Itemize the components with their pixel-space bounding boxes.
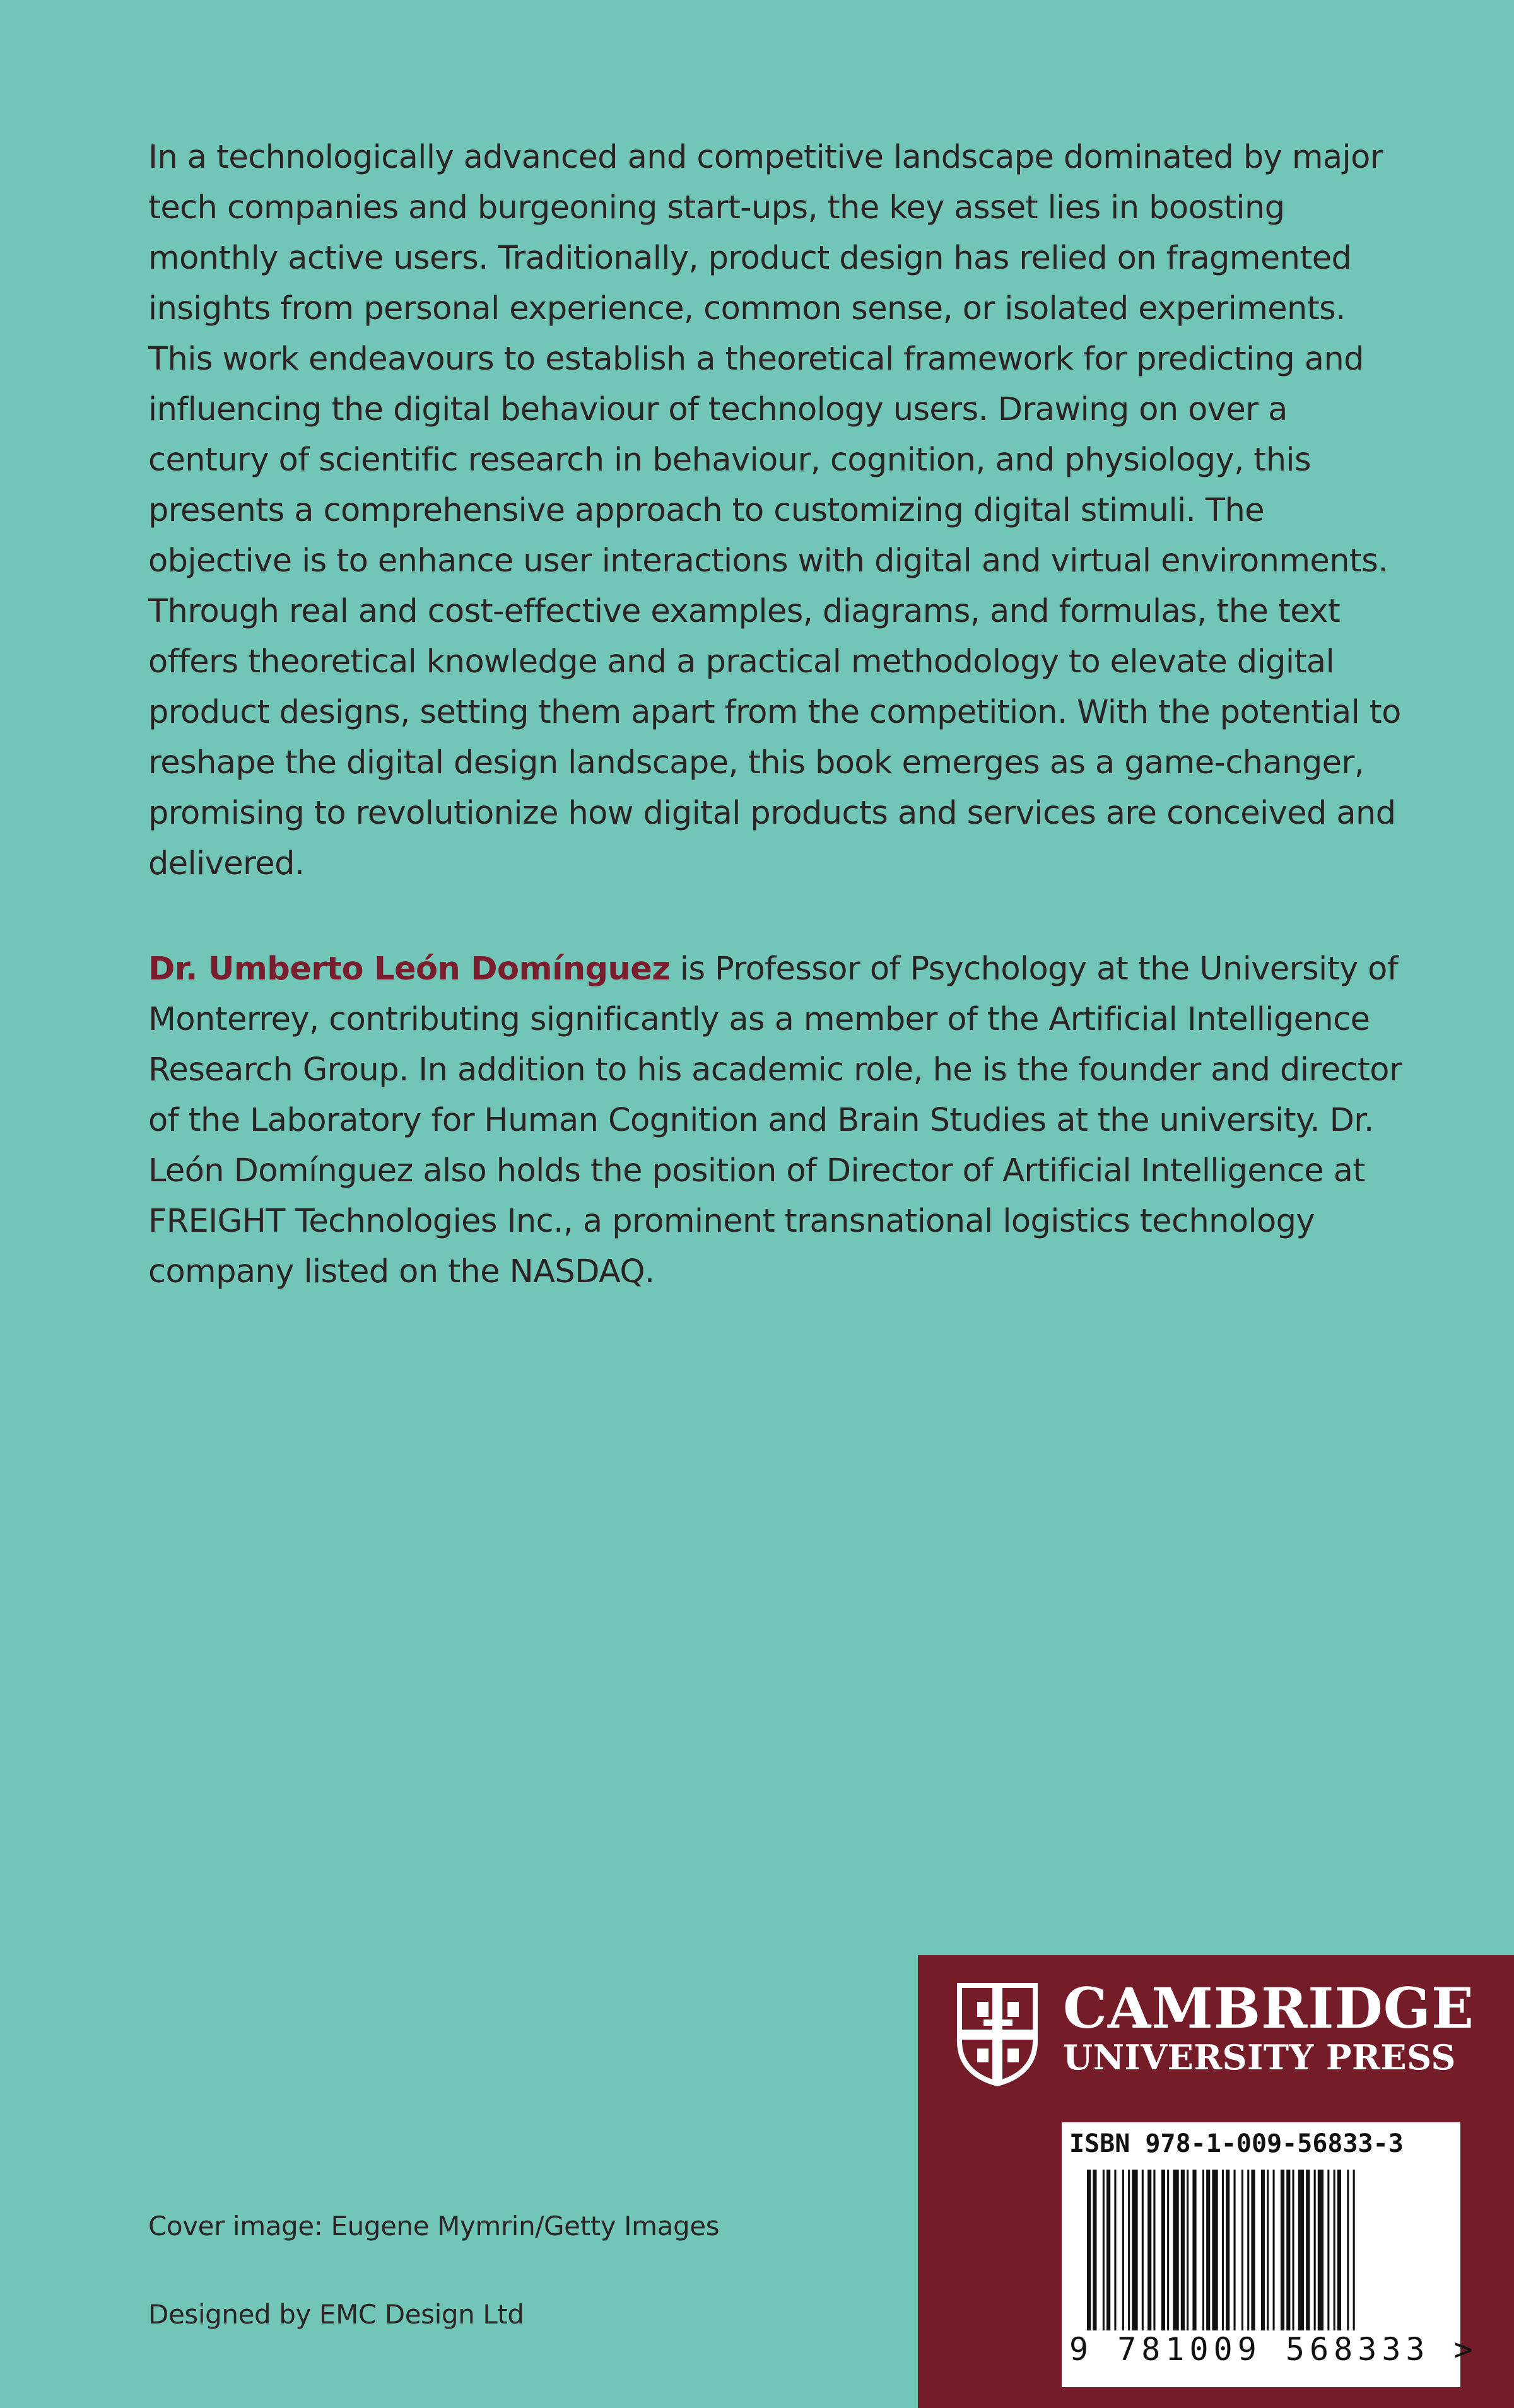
- barcode-bar: [1212, 2170, 1218, 2330]
- back-cover-blurb: In a technologically advanced and competitive landscape dominated by major tech companies and burgeoning start-ups, the key asset lies in boosting monthly active users. Traditionally, product design has relied on fragmented insights from personal experience, common sense, or isolated experiments. This work endeavours to establish a theoretical framework for predicting and influencing the digital behaviour of technology users. Drawing on over a century of scientific research in behaviour, cognition, and physiology, this presents a comprehensive approach to customizing digital stimuli. The objective is to enhance user interactions with digital and virtual environments. Through real and cost-effective examples, diagrams, and formulas, the text offers theoretical knowledge and a practical methodology to elevate digital product designs, setting them apart from the competition. With the potential to reshape the digital design landscape, this book emerges as a game-changer, promising to revolutionize how digital products and services are conceived and delivered.: [148, 139, 1401, 882]
- barcode-bar: [1181, 2170, 1185, 2330]
- barcode-bar: [1267, 2170, 1269, 2330]
- barcode-bar: [1087, 2170, 1091, 2330]
- barcode-bar: [1142, 2170, 1144, 2330]
- barcode-bar: [1251, 2170, 1255, 2330]
- barcode-bar: [1128, 2170, 1130, 2330]
- barcode-bar: [1241, 2170, 1243, 2330]
- barcode-bar: [1206, 2170, 1210, 2330]
- barcode-bar: [1247, 2170, 1249, 2330]
- isbn-barcode: [1062, 2122, 1478, 2387]
- barcode-bar: [1234, 2170, 1236, 2330]
- barcode-bar: [1122, 2170, 1124, 2330]
- barcode-bar: [1261, 2170, 1265, 2330]
- isbn-label: ISBN 978-1-009-56833-3: [1069, 2129, 1404, 2158]
- barcode-bar: [1318, 2170, 1323, 2330]
- barcode-bar: [1147, 2170, 1151, 2330]
- cover-image-credit: Cover image: Eugene Mymrin/Getty Images: [148, 2211, 720, 2241]
- barcode-bar: [1281, 2170, 1284, 2330]
- publisher-name: [1063, 1975, 1474, 2078]
- barcode-bar: [1273, 2170, 1275, 2330]
- barcode-bar: [1132, 2170, 1137, 2330]
- barcode-bars: [1087, 2170, 1440, 2330]
- barcode-bar: [1103, 2170, 1105, 2330]
- publisher-name-line2: UNIVERSITY PRESS: [1063, 2037, 1456, 2078]
- barcode-bar: [1202, 2170, 1204, 2330]
- barcode-bar: [1161, 2170, 1165, 2330]
- author-name: Dr. Umberto León Domínguez: [148, 950, 671, 988]
- barcode-bar: [1167, 2170, 1169, 2330]
- barcode-bar: [1353, 2170, 1355, 2330]
- publisher-name-line1: CAMBRIDGE: [1063, 1975, 1474, 2041]
- designer-credit: Designed by EMC Design Ltd: [148, 2299, 524, 2330]
- barcode-digits: 9 781009 568333 >: [1069, 2331, 1478, 2368]
- barcode-bar: [1314, 2170, 1316, 2330]
- barcode-bar: [1293, 2170, 1294, 2330]
- barcode-bar: [1334, 2170, 1335, 2330]
- barcode-bar: [1153, 2170, 1155, 2330]
- barcode-bar: [1226, 2170, 1229, 2330]
- barcode-bar: [1192, 2170, 1196, 2330]
- cambridge-shield-icon: [954, 1980, 1040, 2088]
- barcode-bar: [1222, 2170, 1224, 2330]
- barcode-bar: [1306, 2170, 1310, 2330]
- author-bio: [148, 944, 1407, 1297]
- barcode-bar: [1093, 2170, 1096, 2330]
- barcode-bar: [1114, 2170, 1116, 2330]
- barcode-bar: [1327, 2170, 1329, 2330]
- barcode-bar: [1298, 2170, 1304, 2330]
- barcode-bar: [1106, 2170, 1110, 2330]
- barcode-bar: [1187, 2170, 1188, 2330]
- barcode-bar: [1347, 2170, 1349, 2330]
- barcode-bar: [1173, 2170, 1178, 2330]
- author-bio-text: is Professor of Psychology at the University of Monterrey, contributing significantly as a member of the Artificial Intelligence Research Group. In addition to his academic role, he is the founder and director of the Laboratory for Human Cognition and Brain Studies at the university. Dr. León Domínguez also holds the position of Director of Artificial Intelligence at FREIGHT Technologies Inc., a prominent transnational logistics technology company listed on the NASDAQ.: [148, 950, 1402, 1290]
- barcode-bar: [1286, 2170, 1290, 2330]
- barcode-bar: [1337, 2170, 1341, 2330]
- publisher-panel: [918, 1955, 1514, 2408]
